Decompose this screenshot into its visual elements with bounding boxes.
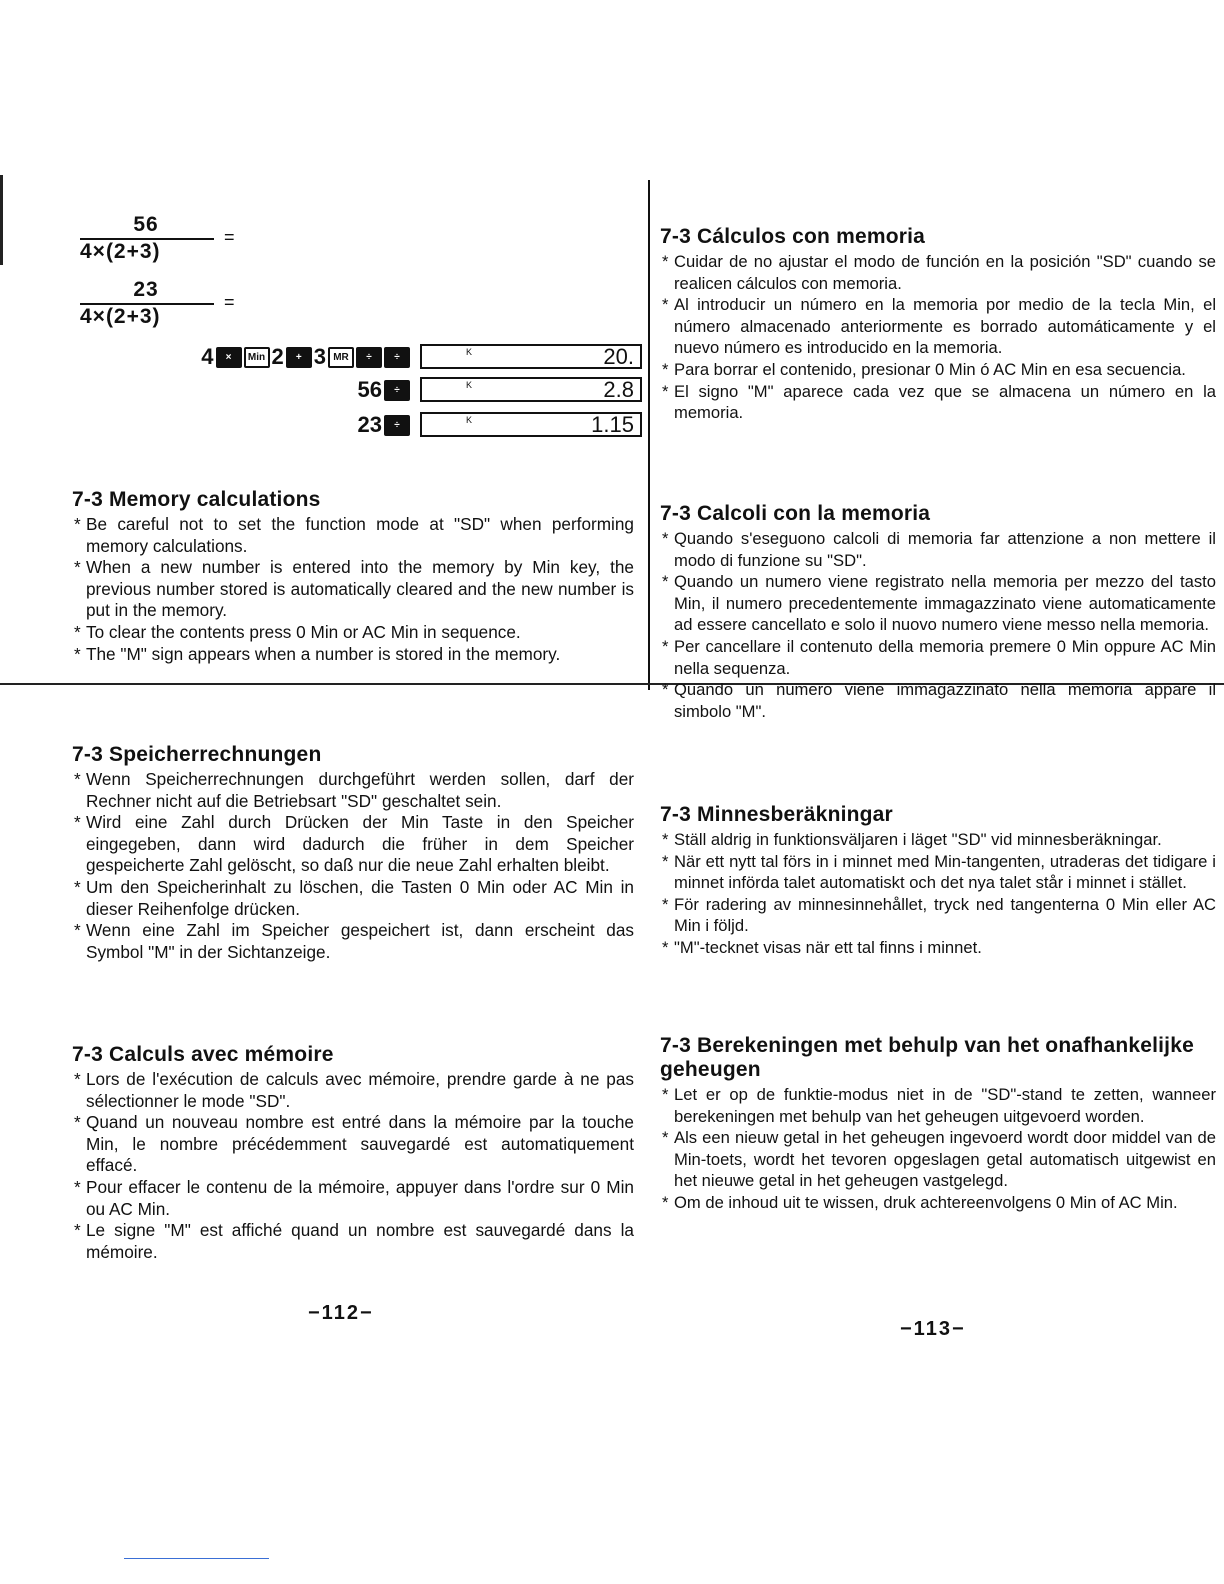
list-item: * Let er op de funktie-modus niet in de "SD"-stand te zetten, wanneer berekeningen met behulp van het geheugen uitgevoerd worden. — [660, 1084, 1216, 1127]
section-title: 7-3 Speicherrechnungen — [72, 743, 322, 766]
list-item: * "M"-tecknet visas när ett tal finns i minnet. — [660, 937, 1216, 959]
list-item: * Quand un nouveau nombre est entré dans la mémoire par la touche Min, le nombre précédemment sauvegardé est automatiquement effacé. — [72, 1112, 634, 1177]
example-keys-row-1 — [201, 344, 410, 370]
key-digit-3: 3 — [313, 344, 326, 369]
list-item: * Um den Speicherinhalt zu löschen, die Tasten 0 Min oder AC Min in dieser Reihenfolge drücken. — [72, 877, 634, 920]
fraction-2-equals: = — [224, 292, 235, 312]
plus-key-icon: + — [286, 347, 312, 368]
fraction-2-denominator: 4×(2+3) — [80, 305, 161, 328]
display-result: 1.15 — [591, 412, 634, 437]
list-item: * To clear the contents press 0 Min or AC Min in sequence. — [72, 622, 634, 644]
section-title: 7-3 Memory calculations — [72, 488, 321, 511]
section-title: 7-3 Minnesberäkningar — [660, 803, 893, 826]
constant-indicator: K — [466, 347, 473, 357]
fraction-1 — [80, 213, 235, 264]
display-row-1 — [420, 344, 642, 369]
display-result: 20. — [603, 344, 634, 369]
example-keys-row-3 — [358, 412, 410, 438]
example-keys-row-2 — [358, 377, 410, 403]
section-swedish — [660, 803, 1216, 959]
list-item: * Al introducir un número en la memoria por medio de la tecla Min, el número almacenado anteriormente es borrado automáticamente y el nuevo número es introducido en la memoria. — [660, 294, 1216, 359]
left-edge-mark — [0, 175, 3, 265]
section-title: 7-3 Calculs avec mémoire — [72, 1043, 334, 1066]
section-list — [660, 251, 1216, 424]
section-list — [72, 769, 634, 963]
list-item: * Als een nieuw getal in het geheugen ingevoerd wordt door middel van de Min-toets, wordt het tevoren opgeslagen getal automatisch uitgewist en het nieuwe getal in het geheugen vastgelegd. — [660, 1127, 1216, 1192]
list-item: * Pour effacer le contenu de la mémoire, appuyer dans l'ordre sur 0 Min ou AC Min. — [72, 1177, 634, 1220]
section-french — [72, 1043, 634, 1263]
key-digit-4: 4 — [201, 344, 214, 369]
page-divider — [648, 180, 650, 690]
page-number: −112− — [308, 1302, 374, 1324]
list-item: * Be careful not to set the function mode at "SD" when performing memory calculations. — [72, 514, 634, 557]
list-item: * Quando s'eseguono calcoli di memoria far attenzione a non mettere il modo di funzione su "SD". — [660, 528, 1216, 571]
list-item: * The "M" sign appears when a number is stored in the memory. — [72, 644, 634, 666]
page-number: −113− — [900, 1318, 966, 1340]
fraction-1-numerator: 56 — [133, 213, 159, 236]
fraction-2-numerator: 23 — [133, 278, 159, 301]
constant-indicator: K — [466, 380, 473, 390]
section-list — [660, 829, 1216, 959]
key-digits-56: 56 — [357, 377, 382, 402]
fraction-1-denominator: 4×(2+3) — [80, 240, 161, 263]
multiply-key-icon: × — [216, 347, 242, 368]
section-list — [660, 528, 1216, 722]
list-item: * El signo "M" aparece cada vez que se almacena un número en la memoria. — [660, 381, 1216, 424]
section-list — [72, 514, 634, 665]
list-item: * When a new number is entered into the memory by Min key, the previous number stored is automatically cleared and the new number is put in the memory. — [72, 557, 634, 622]
divide-key-icon: ÷ — [384, 347, 410, 368]
section-title: 7-3 Cálculos con memoria — [660, 225, 926, 248]
section-spanish — [660, 225, 1216, 424]
list-item: * Lors de l'exécution de calculs avec mémoire, prendre garde à ne pas sélectionner le mode "SD". — [72, 1069, 634, 1112]
list-item: * När ett nytt tal förs in i minnet med Min-tangenten, utraderas det tidigare i minnet införda talet automatiskt och det nya talet står i minnet i stället. — [660, 851, 1216, 894]
key-digits-23: 23 — [357, 412, 382, 437]
scan-artifact-line — [124, 1558, 269, 1559]
list-item: * Wenn eine Zahl im Speicher gespeichert ist, dann erscheint das Symbol "M" in der Sichtanzeige. — [72, 920, 634, 963]
list-item: * Le signe "M" est affiché quand un nombre est sauvegardé dans la mémoire. — [72, 1220, 634, 1263]
divide-key-icon: ÷ — [384, 380, 410, 401]
list-item: * Ställ aldrig in funktionsväljaren i läget "SD" vid minnesberäkningar. — [660, 829, 1216, 851]
list-item: * Wird eine Zahl durch Drücken der Min Taste in den Speicher eingegeben, dann wird dadurch die früher in dem Speicher gespeicherte Zahl gelöscht, so daß nur die neue Zahl erhalten bleibt. — [72, 812, 634, 877]
section-italian — [660, 502, 1216, 722]
display-row-3 — [420, 412, 642, 437]
list-item: * Cuidar de no ajustar el modo de función en la posición "SD" cuando se realicen cálculos con memoria. — [660, 251, 1216, 294]
divide-key-icon: ÷ — [384, 415, 410, 436]
list-item: * Para borrar el contenido, presionar 0 Min ó AC Min en esa secuencia. — [660, 359, 1216, 381]
mr-key-icon: MR — [328, 347, 354, 368]
list-item: * Om de inhoud uit te wissen, druk achtereenvolgens 0 Min of AC Min. — [660, 1192, 1216, 1214]
constant-indicator: K — [466, 415, 473, 425]
list-item: * Quando un numero viene immagazzinato nella memoria appare il simbolo "M". — [660, 679, 1216, 722]
list-item: * För radering av minnesinnehållet, tryck ned tangenterna 0 Min eller AC Min i följd. — [660, 894, 1216, 937]
display-result: 2.8 — [603, 377, 634, 402]
min-key-icon: Min — [244, 347, 270, 368]
list-item: * Per cancellare il contenuto della memoria premere 0 Min oppure AC Min nella sequenza. — [660, 636, 1216, 679]
section-list — [72, 1069, 634, 1263]
list-item: * Wenn Speicherrechnungen durchgeführt werden sollen, darf der Rechner nicht auf die Betriebsart "SD" geschaltet sein. — [72, 769, 634, 812]
key-digit-2: 2 — [271, 344, 284, 369]
section-title: 7-3 Berekeningen met behulp van het onafhankelijke geheugen — [660, 1034, 1194, 1081]
section-german — [72, 743, 634, 963]
section-list — [660, 1084, 1216, 1214]
divide-key-icon: ÷ — [356, 347, 382, 368]
section-title: 7-3 Calcoli con la memoria — [660, 502, 931, 525]
section-english — [72, 488, 634, 665]
list-item: * Quando un numero viene registrato nella memoria per mezzo del tasto Min, il numero precedentemente immagazzinato viene automaticamente ad essere cancellato e solo il nuovo numero viene messo nella memoria. — [660, 571, 1216, 636]
fraction-1-equals: = — [224, 227, 235, 247]
display-row-2 — [420, 377, 642, 402]
fraction-2 — [80, 278, 235, 329]
section-dutch — [660, 1034, 1216, 1214]
